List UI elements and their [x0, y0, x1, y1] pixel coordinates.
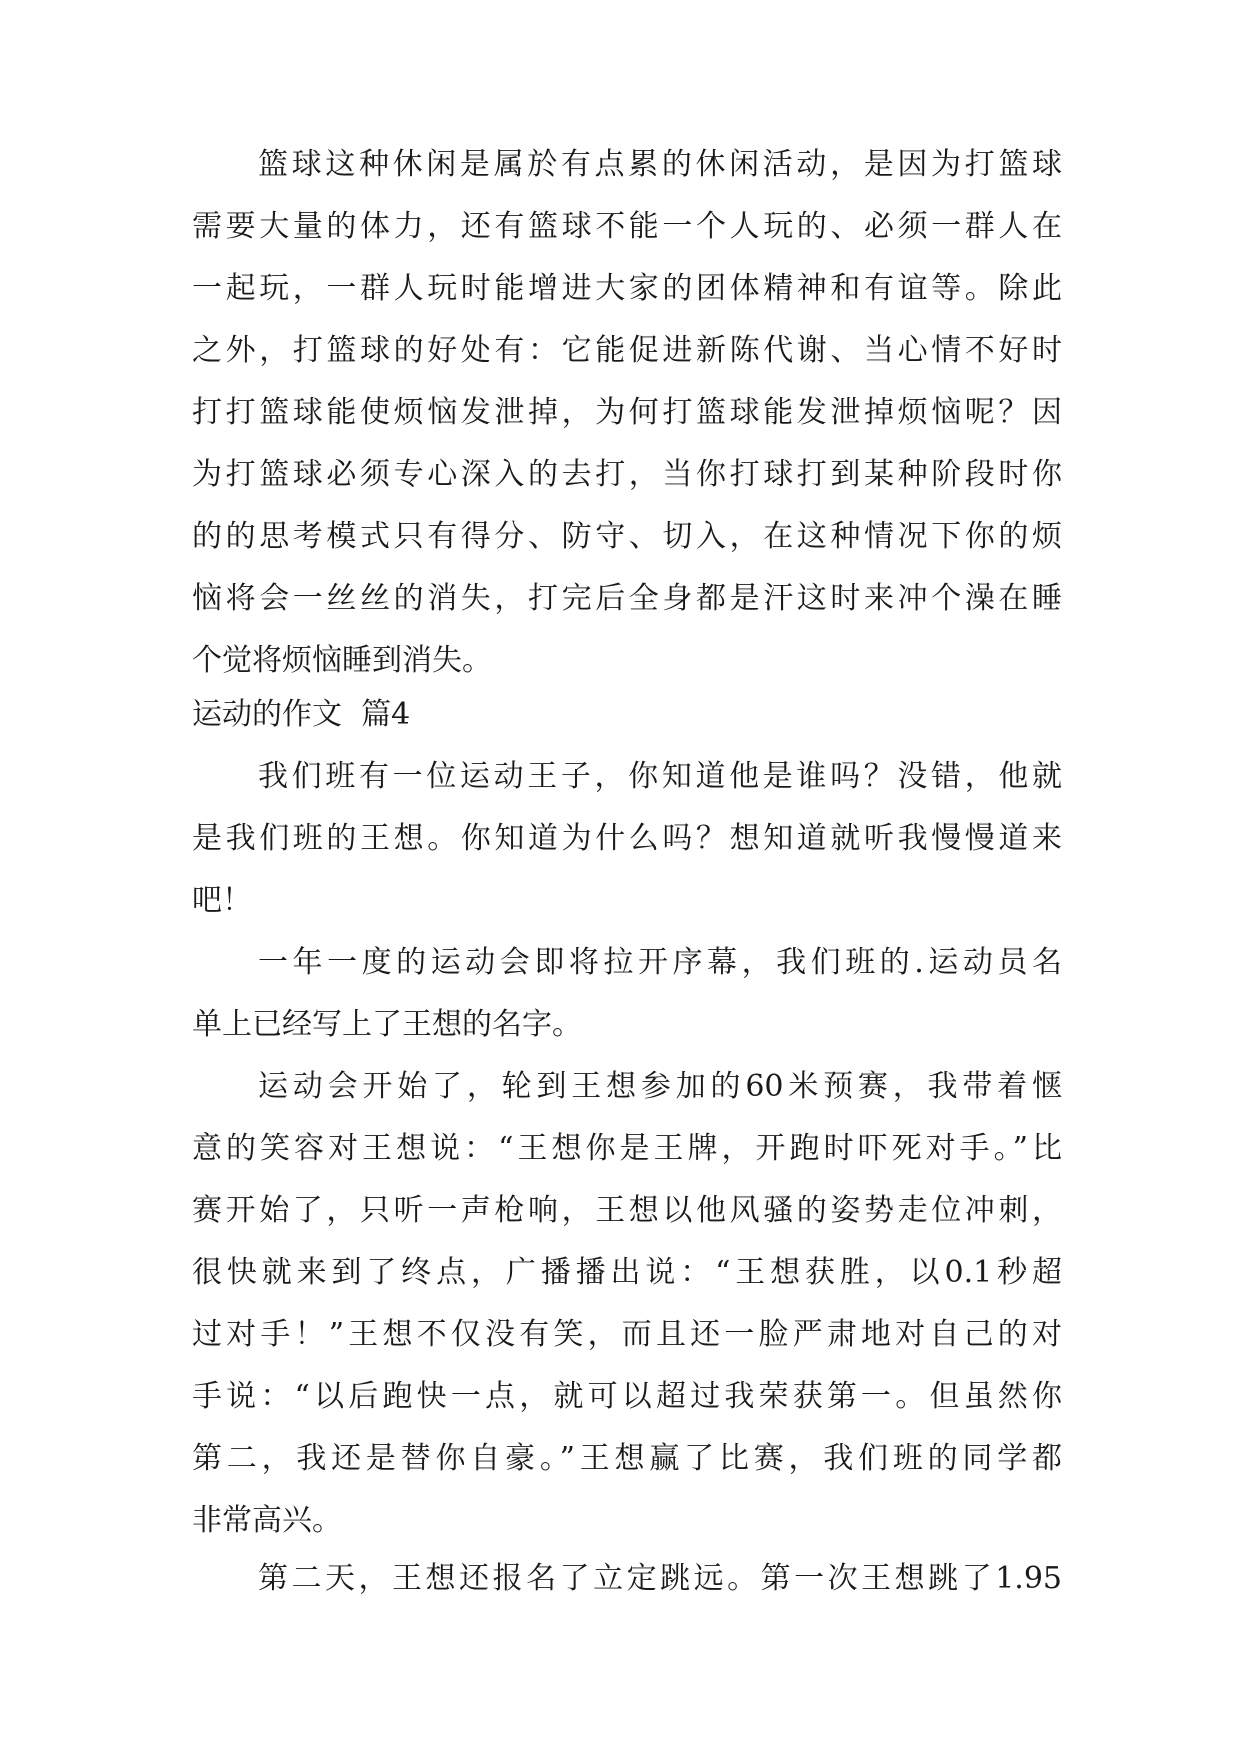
text-line: 为打篮球必须专心深入的去打，当你打球打到某种阶段时你	[192, 457, 1062, 492]
text-line: 手说：“以后跑快一点，就可以超过我荣获第一。但虽然你	[192, 1379, 1062, 1414]
text-line: 恼将会一丝丝的消失，打完后全身都是汗这时来冲个澡在睡	[192, 581, 1062, 616]
text-line: 运动会开始了，轮到王想参加的60米预赛，我带着惬	[258, 1069, 1062, 1104]
text-line: 篮球这种休闲是属於有点累的休闲活动，是因为打篮球	[258, 147, 1062, 182]
paragraph-long-jump	[192, 1548, 1062, 1610]
text-line: 一起玩，一群人玩时能增进大家的团体精神和有谊等。除此	[192, 271, 1062, 306]
text-line: 很快就来到了终点，广播播出说：“王想获胜，以0.1秒超	[192, 1255, 1062, 1290]
text-line: 一年一度的运动会即将拉开序幕，我们班的.运动员名	[258, 945, 1062, 980]
paragraph-sports-meet	[192, 932, 1062, 1056]
text-line: 单上已经写上了王想的名字。	[192, 1007, 582, 1042]
text-line: 第二，我还是替你自豪。”王想赢了比赛，我们班的同学都	[192, 1441, 1062, 1476]
paragraph-intro	[192, 746, 1062, 932]
text-line: 吧！	[192, 883, 252, 918]
text-line: 意的笑容对王想说：“王想你是王牌，开跑时吓死对手。”比	[192, 1131, 1062, 1166]
paragraph-basketball	[192, 134, 1062, 692]
text-line: 赛开始了，只听一声枪响，王想以他风骚的姿势走位冲刺，	[192, 1193, 1062, 1228]
paragraph-60m-race	[192, 1056, 1062, 1552]
text-line: 之外，打篮球的好处有：它能促进新陈代谢、当心情不好时	[192, 333, 1062, 368]
text-line: 非常高兴。	[192, 1503, 342, 1538]
text-line: 过对手！”王想不仅没有笑，而且还一脸严肃地对自己的对	[192, 1317, 1062, 1352]
text-line: 需要大量的体力，还有篮球不能一个人玩的、必须一群人在	[192, 209, 1062, 244]
text-line: 我们班有一位运动王子，你知道他是谁吗？没错，他就	[258, 759, 1062, 794]
text-line: 个觉将烦恼睡到消失。	[192, 643, 492, 678]
text-line: 第二天，王想还报名了立定跳远。第一次王想跳了1.95	[258, 1561, 1062, 1596]
section-heading: 运动的作文 篇4	[192, 697, 411, 732]
text-line: 的的思考模式只有得分、防守、切入，在这种情况下你的烦	[192, 519, 1062, 554]
text-line: 是我们班的王想。你知道为什么吗？想知道就听我慢慢道来	[192, 821, 1062, 856]
text-line: 打打篮球能使烦恼发泄掉，为何打篮球能发泄掉烦恼呢？因	[192, 395, 1062, 430]
